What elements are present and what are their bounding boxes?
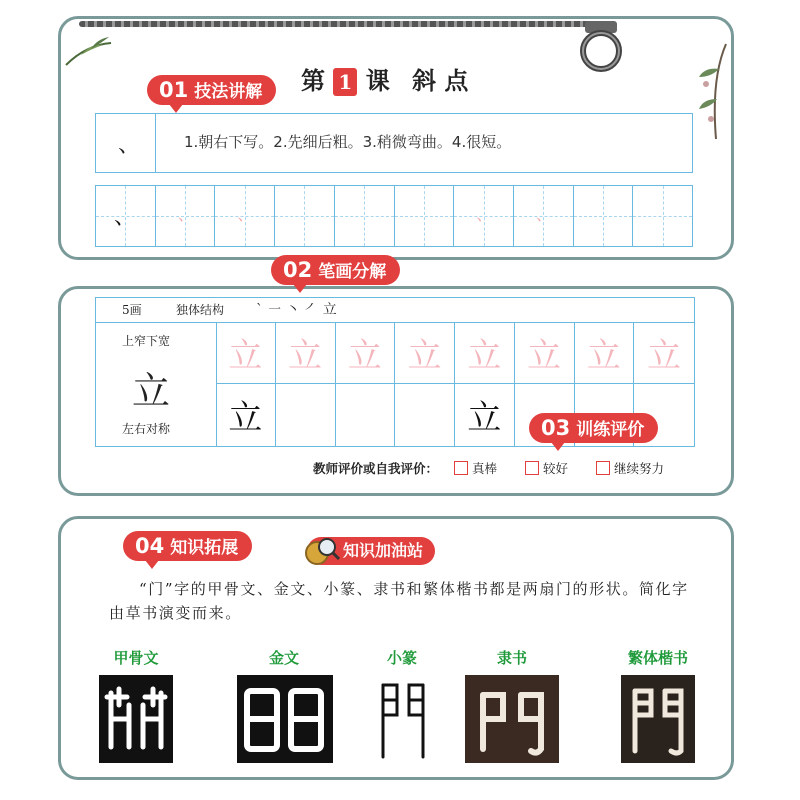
practice-cell[interactable]: [275, 186, 335, 246]
guide-line: [335, 216, 394, 217]
trace-char: 立: [467, 336, 502, 376]
lesson-prefix: 第: [301, 66, 325, 95]
guide-line: [574, 216, 633, 217]
lesson-title: [301, 61, 468, 96]
description-cell: [156, 114, 692, 172]
tag-knowledge: [123, 531, 252, 561]
knowledge-station-banner: [307, 537, 435, 565]
practice-cell[interactable]: [574, 186, 634, 246]
lesson-word: 课: [365, 66, 390, 95]
breakdown-header: [96, 298, 694, 323]
practice-cell[interactable]: [514, 186, 574, 246]
trace-hint: 、: [476, 205, 493, 224]
clerical-glyph: [465, 675, 559, 763]
trace-char: 立: [228, 336, 263, 376]
structure-type: 独体结构: [176, 303, 225, 317]
knowledge-card: [58, 516, 734, 780]
char-info-cell: [96, 322, 217, 446]
trace-cell[interactable]: [395, 322, 455, 384]
script-label-clerical: 隶书: [496, 649, 527, 667]
tag-number: 04: [135, 534, 165, 558]
tag-number: 01: [159, 78, 189, 102]
evaluation-row: [313, 459, 664, 477]
clerical-script-image: [465, 675, 559, 763]
technique-card: [58, 16, 734, 260]
practice-cell[interactable]: [455, 384, 515, 446]
trace-cell[interactable]: [455, 322, 515, 384]
knowledge-paragraph: “门”字的甲骨文、金文、小篆、隶书和繁体楷书都是两扇门的形状。简化字由草书演变而来。: [109, 580, 689, 622]
traditional-script-image: [621, 675, 695, 763]
door-knocker-icon: [571, 21, 631, 76]
option-label: 较好: [543, 461, 569, 476]
lesson-name: 斜 点: [412, 66, 469, 95]
trace-cell[interactable]: [575, 322, 635, 384]
trace-char: 立: [407, 336, 442, 376]
oracle-bone-glyph: [99, 675, 173, 763]
technique-explain-row: [95, 113, 693, 173]
tag-label: 技法讲解: [194, 82, 263, 102]
trace-char: 立: [288, 336, 323, 376]
practice-cell[interactable]: [96, 186, 156, 246]
seal-script-image: [373, 675, 433, 763]
trace-hint: 、: [177, 205, 194, 224]
magnifier-coin-icon: [303, 535, 341, 567]
trace-hint: 、: [237, 205, 254, 224]
trace-cell[interactable]: [634, 322, 694, 384]
checkbox[interactable]: [596, 461, 610, 475]
trace-char: 立: [527, 336, 562, 376]
tag-evaluation: [529, 413, 658, 443]
script-label-bronze: 金文: [268, 649, 299, 667]
practice-cell[interactable]: [156, 186, 216, 246]
practice-cell[interactable]: [633, 186, 692, 246]
lesson-number-badge: 1: [333, 68, 357, 96]
tag-breakdown: [271, 255, 400, 285]
tag-label: 知识拓展: [170, 538, 239, 558]
bronze-image: [237, 675, 333, 763]
option-great[interactable]: [454, 461, 497, 476]
trace-cell[interactable]: [336, 322, 396, 384]
script-label-seal: 小篆: [386, 649, 417, 667]
script-label-oracle: 甲骨文: [113, 649, 159, 667]
written-char: 立: [228, 398, 263, 438]
main-character: 立: [132, 369, 171, 413]
script-label-traditional: 繁体楷书: [627, 649, 688, 667]
tag-technique: [147, 75, 276, 105]
practice-cell[interactable]: [216, 384, 276, 446]
checkbox[interactable]: [454, 461, 468, 475]
stroke-order: ` ㇐ ㇔ ㇒ 立: [256, 302, 337, 318]
trace-cell[interactable]: [515, 322, 575, 384]
practice-cell[interactable]: [336, 384, 396, 446]
feature-top: 上窄下宽: [122, 334, 171, 348]
practice-cell[interactable]: [454, 186, 514, 246]
stroke-count: 5画: [122, 303, 142, 317]
checkbox[interactable]: [525, 461, 539, 475]
guide-line: [633, 216, 692, 217]
practice-cell[interactable]: [276, 384, 336, 446]
bamboo-leaves-icon: [61, 25, 121, 75]
traditional-glyph: [621, 675, 695, 763]
option-label: 继续努力: [614, 461, 665, 476]
practice-cell[interactable]: [215, 186, 275, 246]
guide-line: [395, 216, 454, 217]
oracle-bone-image: [99, 675, 173, 763]
seal-glyph: [373, 675, 433, 763]
decorative-top-border: [79, 21, 601, 27]
tag-number: 02: [283, 258, 313, 282]
station-label: 知识加油站: [343, 541, 424, 560]
guide-line: [275, 216, 334, 217]
evaluation-label: 教师评价或自我评价：: [313, 461, 439, 476]
stroke-cell: [96, 114, 156, 172]
stroke-breakdown-card: [58, 258, 734, 496]
practice-glyph: 、: [114, 205, 137, 230]
written-char: 立: [467, 398, 502, 438]
technique-description: 1.朝右下写。2.先细后粗。3.稍微弯曲。4.很短。: [184, 133, 512, 151]
option-good[interactable]: [525, 461, 568, 476]
trace-hint: 、: [535, 205, 552, 224]
trace-cell[interactable]: [276, 322, 336, 384]
tag-label: 笔画分解: [318, 262, 387, 282]
trace-char: 立: [586, 336, 621, 376]
feature-bottom: 左右对称: [122, 422, 171, 436]
tag-label: 训练评价: [576, 420, 645, 440]
trace-char: 立: [347, 336, 382, 376]
tag-number: 03: [541, 416, 571, 440]
practice-cell[interactable]: [335, 186, 395, 246]
trace-cell[interactable]: [216, 322, 276, 384]
practice-cell[interactable]: [395, 186, 455, 246]
practice-cell[interactable]: [395, 384, 455, 446]
practice-grid-row: [95, 185, 693, 247]
trace-char: 立: [647, 336, 682, 376]
option-keep-trying[interactable]: [596, 461, 664, 476]
stroke-glyph: 、: [118, 133, 141, 158]
option-label: 真棒: [472, 461, 498, 476]
bronze-glyph: [237, 675, 333, 763]
